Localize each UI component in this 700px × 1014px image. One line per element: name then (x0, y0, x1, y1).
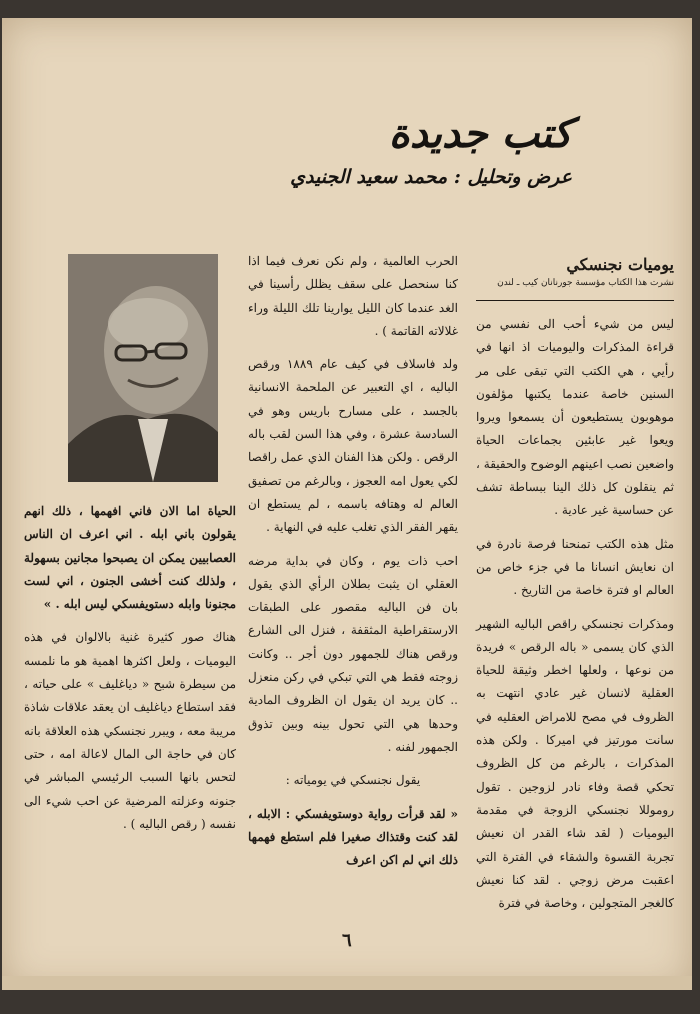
section-heading: يوميات نجنسكي (566, 255, 674, 274)
column-left (24, 500, 236, 846)
paragraph: احب ذات يوم ، وكان في بداية مرضه العقلي ان يثبت بطلان الرأي الذي يقول بان فن الباليه مقصور على الطبقات الارستقراطية المثقفة ، فنزل الى الشارع ورقص هناك للجمهور دون أجر .. وكانت زوجته فقط هي التي تبكي في ركن منعزل .. كان يريد ان يقول ان الظروف المادية وحدها هي التي تحول بينه وبين تذوق الجمهور لفنه . (248, 553, 458, 754)
paragraph: الحرب العالمية ، ولم نكن نعرف فيما اذا كنا سنحصل على سقف يظلل رأسينا في الغد عندما كان الليل يوارينا تلك الليلة وراء غلالاته القاتمة ) . (248, 254, 458, 338)
paragraph: مثل هذه الكتب تمنحنا فرصة نادرة في ان نعايش انسانا ما في جزء خاص من العالم او فترة خاصة من التاريخ . (476, 536, 674, 598)
column-right (476, 250, 674, 925)
paragraph: ليس من شيء أحب الى نفسي من قراءة المذكرات واليوميات اذ انها في رأيي ، هي الكتب التي تبقى على مر السنين خاصة عندما يكتبها مؤلفون موهوبون يستطيعون أن يسمعوا ويروا ويعوا غير عابئين بجماعات الحياة واضعين نصب اعينهم الوضوح والحقيقة ، ثم ينقلون كل ذلك الينا ببساطة تشف عن حساسية غير عادية . (476, 317, 674, 518)
publisher-note: نشرت هذا الكتاب مؤسسة جورنانان كيب ـ لندن (497, 278, 674, 288)
magazine-page (2, 18, 692, 990)
paragraph: هناك صور كثيرة غنية بالالوان في هذه اليوميات ، ولعل اكثرها اهمية هو ما نلمسه من سيطرة شبح « دياغليف » على حياته ، فقد استطاع دياغليف ان يعقد علاقات شاذة مريبة معه ، ويبرر نجنسكي هذه العلاقة بانه كان في حاجة الى المال لاعالة امه ، حتى لتحس بانها السبب الرئيسي المباشر في جنونه وعزلته المرضية عن احب شيء الى نفسه ( رقص الباليه ) . (24, 630, 236, 831)
article-title: كتب جديدة (388, 110, 572, 157)
column-middle (248, 250, 458, 882)
quote-paragraph: « لقد قرأت رواية دوستويفسكي : الابله ، لقد كنت وقتذاك صغيرا فلم استطع فهمها ذلك اني لم اكن اعرف (248, 806, 458, 868)
article-byline: عرض وتحليل : محمد سعيد الجنيدي (290, 166, 572, 188)
paragraph: ومذكرات نجنسكي راقص الباليه الشهير الذي كان يسمى « باله الرقص » فريدة من نوعها ، ولعلها اخطر وثيقة للحياة العقلية لانسان غير عادي انتهت به الظروف في مصح للامراض العقليه في سانت مورتيز في اميركا . ولكن هذه المذكرات ، بالرغم من كل الظروف تحكي قصة وفاء نادر لزوجين . تقول روموللا نجنسكي الزوجة في مقدمة اليوميات ( لقد شاء القدر ان نعيش تجربة القسوة والشقاء في الفترة التي اعقبت مرض زوجي . لقد كنا نعيش كالغجر المتجولين ، وخاصة في فترة (476, 616, 674, 911)
section-divider (476, 300, 674, 301)
paragraph: يقول نجنسكي في يومياته : (285, 773, 421, 788)
portrait-drawing (68, 254, 218, 482)
quote-continuation: الحياة اما الان فاني افهمها ، ذلك انهم يقولون باني ابله . اني اعرف ان الناس العصابيين يمكن ان يصبحوا مجانين بسهولة ، ولذلك كنت أخشى الجنون ، اني لست مجنونا وابله دستويفسكي ليس ابله . » (24, 504, 236, 612)
author-portrait-photo (68, 254, 218, 482)
page-bottom-edge (2, 976, 692, 990)
paragraph: ولد فاسلاف في كيف عام ١٨٨٩ ورقص الباليه ، اي التعبير عن الملحمة الانسانية بالجسد ، على مسارح باريس وهو في السادسة عشرة ، وفي هذا السن لقب باله الرقص . ولكن هذا الفنان الذي عمل راقصا لكي يعول امه العجوز ، وبالرغم من تصفيق العالم له وهتافه باسمه ، لم يستطع ان يقهر الفقر الذي تغلب عليه في النهاية . (248, 357, 459, 535)
page-number: ٦ (342, 930, 352, 951)
